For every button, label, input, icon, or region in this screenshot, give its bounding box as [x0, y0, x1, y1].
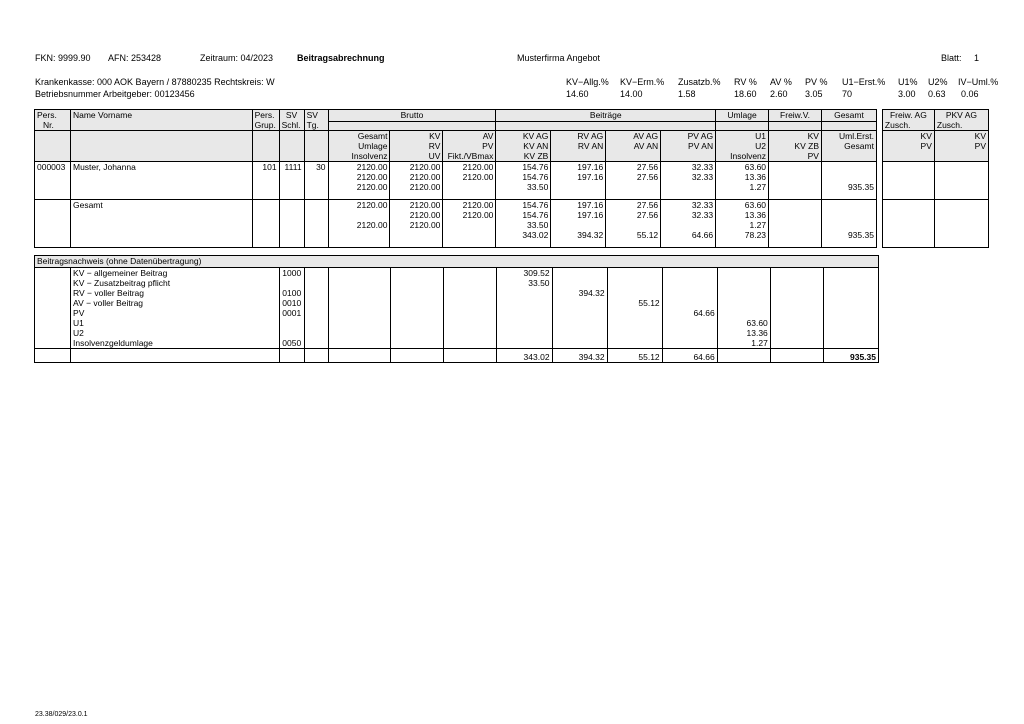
blatt-value: 1 [974, 53, 980, 63]
table-row [35, 349, 879, 363]
nachweis-av: 55.12 [607, 268, 662, 349]
nachweis-labels: KV − allgemeiner Beitrag KV − Zusatzbeitrag pflicht RV − voller Beitrag AV − voller Beitrag PV U1 U2 Insolvenzgeldumlage [71, 268, 280, 349]
table-row [35, 268, 879, 349]
employee-kv: 154.76 154.76 33.50 [496, 162, 551, 200]
rate-kv-erm-value: 14.00 [620, 89, 643, 99]
total-freiw [769, 200, 822, 248]
col-pers-nr: Pers. Nr. [35, 110, 71, 131]
beitragsabrechnung-table [34, 109, 989, 248]
col-brutto: Brutto [328, 110, 496, 131]
total-gesamt: 935.35 [821, 200, 876, 248]
rate-u1-erst-value: 70 [842, 89, 853, 99]
col-sv-tg: SV Tg. [304, 110, 328, 131]
col-pkv-ag: PKV AG Zusch. [934, 110, 988, 131]
rate-pv-value: 3.05 [805, 89, 823, 99]
total-umlage: 63.60 13.36 1.27 78.23 [716, 200, 769, 248]
zeitraum [200, 53, 273, 63]
subcol-brutto-kv: KV RV UV [390, 131, 443, 162]
subcol-pkv-ag: KV PV [934, 131, 988, 162]
employee-brutto-kv: 2120.00 2120.00 2120.00 [390, 162, 443, 200]
nachweis-total-rv: 394.32 [552, 349, 607, 363]
table-row [35, 200, 989, 248]
employee-rv: 197.16 197.16 [551, 162, 606, 200]
total-brutto-gesamt: 2120.00 2120.00 [328, 200, 390, 248]
total-pv: 32.33 32.33 64.66 [661, 200, 716, 248]
employee-freiw-ag [882, 162, 934, 200]
krankenkasse: Krankenkasse: 000 AOK Bayern / 87880235 Rechtskreis: W [35, 77, 275, 87]
employee-umlage: 63.60 13.36 1.27 [716, 162, 769, 200]
subcol-freiw-ag: KV PV [882, 131, 934, 162]
col-sv-schl: SV Schl. [279, 110, 304, 131]
total-brutto-kv: 2120.00 2120.00 2120.00 [390, 200, 443, 248]
subcol-brutto-gesamt: Gesamt Umlage Insolvenz [328, 131, 390, 162]
col-name: Name Vorname [70, 110, 252, 131]
rate-kv-erm-label: KV−Erm.% [620, 77, 665, 87]
rate-iv-uml-label: IV−Uml.% [958, 77, 999, 87]
col-beitraege: Beiträge [496, 110, 716, 131]
total-kv: 154.76 154.76 33.50 343.02 [496, 200, 551, 248]
table-subheader-row [35, 131, 989, 162]
employee-av: 27.56 27.56 [606, 162, 661, 200]
col-freiw: Freiw.V. [769, 110, 822, 131]
total-av: 27.56 27.56 55.12 [606, 200, 661, 248]
afn-label: AFN: [108, 53, 129, 63]
rate-zusatzb-value: 1.58 [678, 89, 696, 99]
employee-grup: 101 [252, 162, 279, 200]
employee-nr: 000003 [35, 162, 71, 200]
rate-av-value: 2.60 [770, 89, 788, 99]
nachweis-header-row [35, 256, 879, 268]
rate-zusatzb-label: Zusatzb.% [678, 77, 721, 87]
subcol-kv: KV AG KV AN KV ZB [496, 131, 551, 162]
subcol-rv: RV AG RV AN [551, 131, 606, 162]
nachweis-codes: 1000 0100 0010 0001 0050 [280, 268, 305, 349]
table-header-row [35, 110, 989, 131]
nachweis-title: Beitragsnachweis (ohne Datenübertragung) [35, 256, 879, 268]
nachweis-kv: 309.52 33.50 [497, 268, 552, 349]
subcol-av: AV AG AV AN [606, 131, 661, 162]
afn [108, 53, 161, 63]
employee-pkv-ag [934, 162, 988, 200]
subcol-umlage: U1 U2 Insolvenz [716, 131, 769, 162]
rate-kv-allg-label: KV−Allg.% [566, 77, 609, 87]
total-freiw-ag [882, 200, 934, 248]
rate-av-label: AV % [770, 77, 792, 87]
nachweis-total-kv: 343.02 [497, 349, 552, 363]
nachweis-total-gesamt: 935.35 [823, 349, 878, 363]
rate-u2-value: 0.63 [928, 89, 946, 99]
employee-schl: 1111 [279, 162, 304, 200]
fkn [35, 53, 91, 63]
zeitraum-label: Zeitraum: [200, 53, 239, 63]
subcol-gesamt: Uml.Erst. Gesamt [821, 131, 876, 162]
zeitraum-value: 04/2023 [240, 53, 274, 63]
total-pkv-ag [934, 200, 988, 248]
document-title: Beitragsabrechnung [297, 53, 385, 63]
rate-u2-label: U2% [928, 77, 948, 87]
total-label: Gesamt [70, 200, 252, 248]
company-name: Musterfirma Angebot [517, 53, 601, 63]
rate-kv-allg-value: 14.60 [566, 89, 589, 99]
subcol-brutto-av: AV PV Fikt./VBmax [443, 131, 496, 162]
beitragsnachweis-table [34, 255, 879, 363]
subcol-pv: PV AG PV AN [661, 131, 716, 162]
rate-rv-value: 18.60 [734, 89, 757, 99]
rate-u1-erst-label: U1−Erst.% [842, 77, 886, 87]
nachweis-pv: 64.66 [662, 268, 717, 349]
fkn-label: FKN: [35, 53, 56, 63]
employee-brutto-gesamt: 2120.00 2120.00 2120.00 [328, 162, 390, 200]
col-gesamt: Gesamt [821, 110, 876, 131]
fkn-value: 9999.90 [58, 53, 91, 63]
employee-gesamt: 935.35 [821, 162, 876, 200]
nachweis-total-av: 55.12 [607, 349, 662, 363]
subcol-freiw: KV KV ZB PV [769, 131, 822, 162]
nachweis-total-pv: 64.66 [662, 349, 717, 363]
table-row [35, 162, 989, 200]
total-rv: 197.16 197.16 394.32 [551, 200, 606, 248]
employee-freiw [769, 162, 822, 200]
blatt-label: Blatt: [941, 53, 962, 63]
footer-code: 23.38/029/23.0.1 [35, 711, 88, 718]
rate-u1-value: 3.00 [898, 89, 916, 99]
blatt [941, 53, 979, 63]
nachweis-rv: 394.32 [552, 268, 607, 349]
col-umlage: Umlage [716, 110, 769, 131]
employee-name: Muster, Johanna [70, 162, 252, 200]
rate-u1-label: U1% [898, 77, 918, 87]
betriebsnummer: Betriebsnummer Arbeitgeber: 00123456 [35, 89, 195, 99]
nachweis-umlage: 63.60 13.36 1.27 [717, 268, 770, 349]
employee-tg: 30 [304, 162, 328, 200]
rate-rv-label: RV % [734, 77, 757, 87]
afn-value: 253428 [131, 53, 162, 63]
col-freiw-ag: Freiw. AG Zusch. [882, 110, 934, 131]
total-brutto-av: 2120.00 2120.00 [443, 200, 496, 248]
rate-iv-uml-value: 0.06 [961, 89, 979, 99]
employee-pv: 32.33 32.33 [661, 162, 716, 200]
employee-brutto-av: 2120.00 2120.00 [443, 162, 496, 200]
col-pers-grup: Pers. Grup. [252, 110, 279, 131]
rate-pv-label: PV % [805, 77, 828, 87]
